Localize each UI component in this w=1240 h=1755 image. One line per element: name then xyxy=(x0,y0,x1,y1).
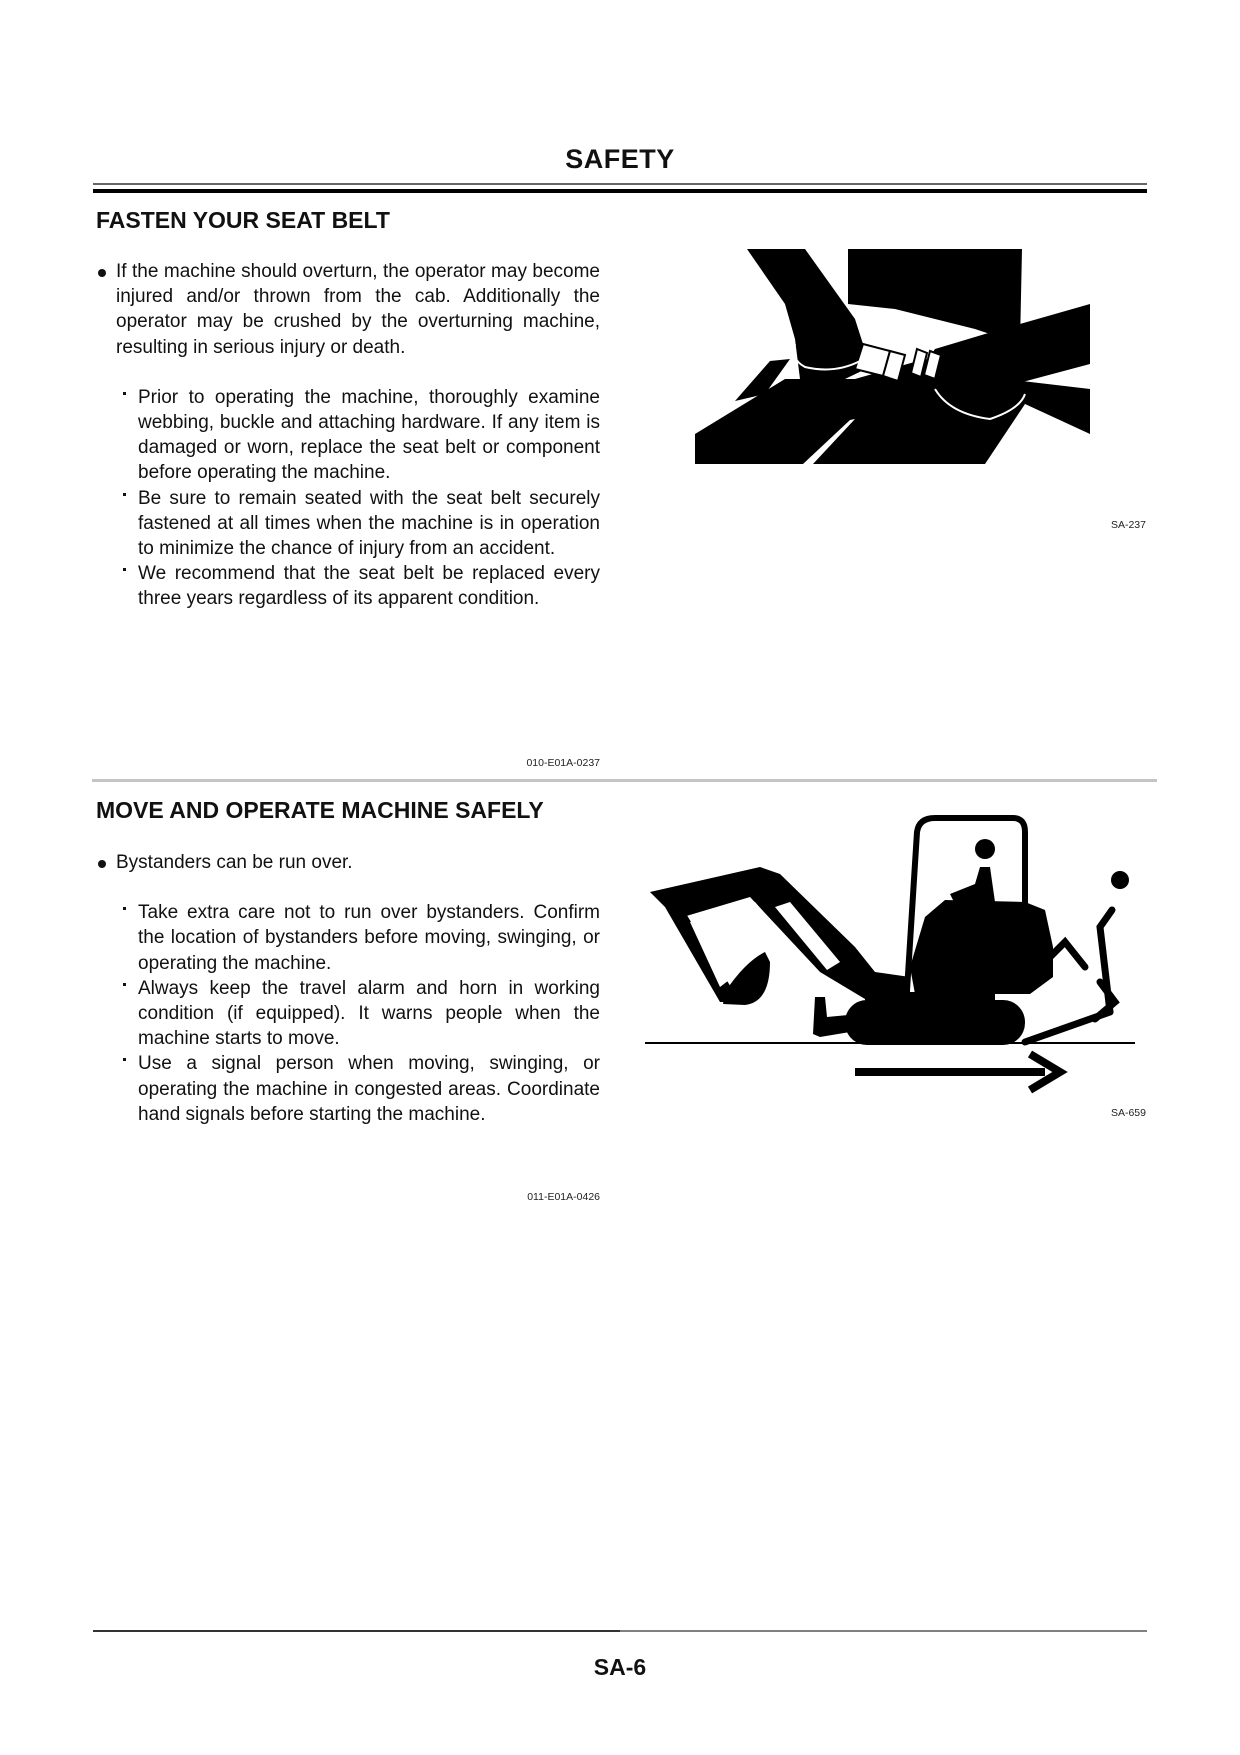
sub-bullet-item xyxy=(96,976,600,1052)
sub-bullet-text: We recommend that the seat belt be replaced every three years regardless of its apparent condition. xyxy=(138,563,600,610)
bullet-dot-icon xyxy=(98,269,106,277)
reference-code: 011-E01A-0426 xyxy=(527,1191,600,1203)
section-heading-move-operate: MOVE AND OPERATE MACHINE SAFELY xyxy=(96,797,544,823)
footer-rule xyxy=(620,1630,1147,1632)
sub-bullet-dot-icon xyxy=(123,493,126,496)
sub-bullet-list xyxy=(96,900,600,1127)
figure-code: SA-237 xyxy=(1110,519,1146,531)
section-body-move-operate xyxy=(96,850,600,1127)
sub-bullet-list xyxy=(96,385,600,612)
main-bullet xyxy=(96,850,600,875)
reference-code: 010-E01A-0237 xyxy=(526,757,600,769)
seat-belt-illustration-icon xyxy=(695,249,1090,464)
sub-bullet-dot-icon xyxy=(123,983,126,986)
section-divider xyxy=(92,779,1157,782)
main-bullet-text: If the machine should overturn, the operator may become injured and/or thrown from the cab. Additionally the operator may be crushed by the overturning machine, resulting in serious injury or death. xyxy=(116,261,600,358)
main-bullet xyxy=(96,259,600,360)
sub-bullet-item xyxy=(96,900,600,976)
figure-code: SA-659 xyxy=(1110,1107,1146,1119)
sub-bullet-item xyxy=(96,1051,600,1127)
sub-bullet-dot-icon xyxy=(123,1058,126,1061)
section-heading-seat-belt: FASTEN YOUR SEAT BELT xyxy=(96,207,390,233)
page-number: SA-6 xyxy=(593,1654,647,1680)
header-rule-thin xyxy=(93,183,1147,185)
section-body-seat-belt xyxy=(96,259,600,612)
sub-bullet-dot-icon xyxy=(123,568,126,571)
sub-bullet-text: Be sure to remain seated with the seat belt securely fastened at all times when the machine is in operation to minimize the chance of injury from an accident. xyxy=(138,487,600,560)
bullet-dot-icon xyxy=(98,860,106,868)
header-rule-thick xyxy=(93,189,1147,193)
sub-bullet-item xyxy=(96,385,600,486)
sub-bullet-text: Prior to operating the machine, thoroughly examine webbing, buckle and attaching hardware. If any item is damaged or worn, replace the seat belt or component before operating the machine. xyxy=(138,386,600,484)
footer-rule xyxy=(93,1630,620,1632)
sub-bullet-item xyxy=(96,561,600,611)
page-title: SAFETY xyxy=(565,144,675,174)
sub-bullet-text: Use a signal person when moving, swinging, or operating the machine in congested areas. Coordinate hand signals before starting the machine. xyxy=(138,1053,600,1125)
sub-bullet-text: Always keep the travel alarm and horn in working condition (if equipped). It warns people when the machine starts to move. xyxy=(138,977,600,1050)
sub-bullet-dot-icon xyxy=(123,907,126,910)
sub-bullet-dot-icon xyxy=(123,392,126,395)
sub-bullet-text: Take extra care not to run over bystanders. Confirm the location of bystanders before moving, swinging, or operating the machine. xyxy=(138,902,600,974)
sub-bullet-item xyxy=(96,486,600,562)
excavator-bystander-illustration-icon xyxy=(645,812,1145,1102)
main-bullet-text: Bystanders can be run over. xyxy=(116,852,353,873)
